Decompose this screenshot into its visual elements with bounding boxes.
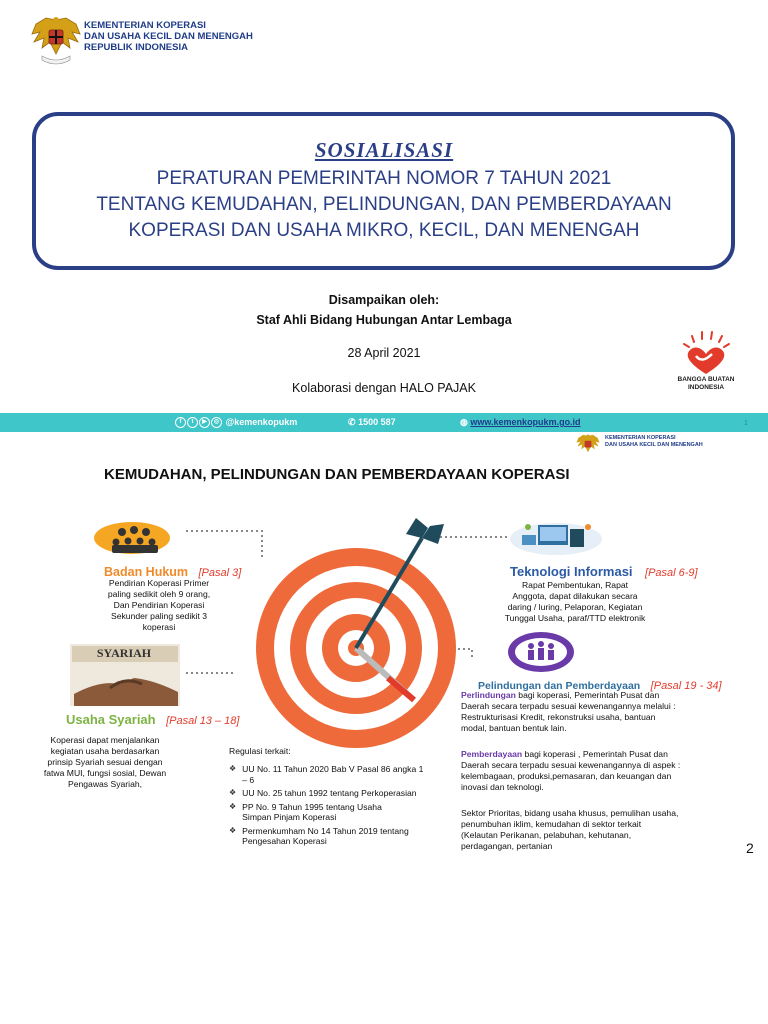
text-line: (Kelautan Perikanan, pelabuhan, kehutanan, [461,830,632,840]
title-line: KOPERASI DAN USAHA MIKRO, KECIL, DAN MENENGAH [128,220,640,241]
teknologi-title: Teknologi Informasi [510,564,633,579]
text-line: PP No. 9 Tahun 1995 tentang Usaha [242,801,382,812]
text-line: modal, bantuan bentuk lain. [461,723,567,733]
syariah-sign-text: SYARIAH [96,646,152,660]
text-line: Restrukturisasi Kredit, rekonstruksi usaha, bantuan [461,712,656,722]
text-line: – 6 [242,774,255,785]
slide-1 [0,0,768,432]
text-line: Anggota, dapat dilakukan secara [512,591,638,601]
text-line: inovasi dan teknologi. [461,782,544,792]
social-handle-text: @kemenkopukm [225,417,298,427]
text-line: Permenkumham No 14 Tahun 2019 tentang [242,825,409,836]
website-text: www.kemenkopukm.go.id [470,417,581,427]
regulasi-heading: Regulasi terkait: [229,746,291,756]
regulasi-item [229,764,459,785]
text-line: kelembagaan, produksi,pemasaran, dan keuangan dan [461,771,672,781]
text-line: daring / luring, Pelaporan, Kegiatan [507,602,643,612]
ministry-line: DAN USAHA KECIL DAN MENENGAH [605,441,703,448]
title-box [32,112,735,270]
text-line: bagi koperasi, Pemerintah Pusat dan [515,690,660,700]
pelindungan-title: Pelindungan dan Pemberdayaan [478,680,641,692]
sektor-prioritas-paragraph [461,808,721,852]
slide-title: KEMUDAHAN, PELINDUNGAN DAN PEMBERDAYAAN KOPERASI [104,466,570,483]
pemberdayaan-paragraph [461,749,721,793]
text-line: paling sedikit oleh 9 orang, [107,589,211,599]
teknologi-pasal: [Pasal 6-9] [645,567,698,579]
badan-hukum-pasal: [Pasal 3] [198,567,242,579]
ministry-header [84,20,253,53]
text-line: Tunggal Usaha, paraf/TTD elektronik [504,613,646,623]
badan-hukum-title: Badan Hukum [104,565,189,579]
text-line: Daerah secara terpadu sesuai kewenangannya di aspek : [461,760,681,770]
text-line: fatwa MUI, fungsi sosial, Dewan [43,768,167,778]
ministry-line: KEMENTERIAN KOPERASI [84,20,206,31]
presenter-name: Staf Ahli Bidang Hubungan Antar Lembaga [256,313,512,327]
presented-by-label: Disampaikan oleh: [328,293,440,307]
pemberdayaan-keyword: Pemberdayaan [461,749,523,759]
teknologi-description [492,580,658,624]
diamond-bullet-icon: ❖ [229,788,237,797]
diamond-bullet-icon: ❖ [229,825,237,835]
teknologi-heading [510,563,698,581]
usaha-syariah-pasal: [Pasal 13 – 18] [166,715,240,727]
text-line: Koperasi dapat menjalankan [50,735,160,745]
text-line: Rapat Pembentukan, Rapat [521,580,629,590]
protection-group-icon [506,630,576,674]
regulasi-item [229,802,459,823]
page-number: 1 [744,420,748,427]
text-line: Pengesahan Koperasi [242,836,327,846]
instagram-icon: ◎ [211,417,222,428]
usaha-syariah-title: Usaha Syariah [66,712,156,727]
website-link[interactable] [460,417,581,428]
perlindungan-keyword: Perlindungan [461,690,516,700]
text-line: bagi koperasi , Pemerintah Pusat dan [522,749,668,759]
text-line: Dan Pendirian Koperasi [113,600,205,610]
bangga-logo-text: BANGGA BUATAN INDONESIA [677,376,735,391]
phone-number[interactable] [348,417,396,428]
usaha-syariah-description [30,735,180,790]
sosialisasi-heading: SOSIALISASI [314,138,454,162]
regulasi-item [229,826,459,847]
diamond-bullet-icon: ❖ [229,764,237,773]
phone-icon: ✆ [348,417,356,427]
title-line: PERATURAN PEMERINTAH NOMOR 7 TAHUN 2021 [156,168,612,189]
text-line: Simpan Pinjam Koperasi [242,812,337,822]
ministry-line: REPUBLIK INDONESIA [84,42,188,53]
globe-icon: ◍ [460,417,468,427]
text-line: Pendirian Koperasi Primer [108,578,210,588]
regulasi-item [229,788,459,799]
text-line: perdagangan, pertanian [461,841,553,851]
text-line: Pengawas Syariah, [67,779,143,789]
text-line: Sektor Prioritas, bidang usaha khusus, pemulihan usaha, [461,808,679,818]
social-handle[interactable] [175,417,297,428]
text-line: UU No. 11 Tahun 2020 Bab V Pasal 86 angka 1 [242,764,424,774]
presentation-date: 28 April 2021 [347,346,421,360]
text-line: UU No. 25 tahun 1992 tentang Perkoperasian [242,788,417,798]
perlindungan-paragraph [461,690,721,734]
people-group-icon [94,518,176,554]
target-dartboard-icon [238,510,482,754]
ministry-line: KEMENTERIAN KOPERASI [605,435,676,441]
ministry-line: DAN USAHA KECIL DAN MENENGAH [84,31,253,42]
text-line: koperasi [142,622,176,632]
facebook-icon: f [175,417,186,428]
collaboration-text: Kolaborasi dengan HALO PAJAK [292,381,476,395]
text-line: Sekunder paling sedikit 3 [110,611,208,621]
usaha-syariah-heading [66,711,239,729]
twitter-icon: t [187,417,198,428]
garuda-emblem-icon [30,14,82,68]
title-line: TENTANG KEMUDAHAN, PELINDUNGAN, DAN PEMBERDAYAAN [96,194,672,215]
phone-text: 1500 587 [358,417,396,427]
diamond-bullet-icon: ❖ [229,801,237,811]
badan-hukum-description [84,578,234,633]
page-number: 2 [746,840,754,856]
text-line: penumbuhan iklim, kemudahan di sektor terkait [461,819,642,829]
regulasi-list [229,764,459,850]
pelindungan-pasal: [Pasal 19 - 34] [650,680,722,692]
text-line: kegiatan usaha berdasarkan [50,746,160,756]
youtube-icon: ▶ [199,417,210,428]
technology-devices-icon [508,517,604,557]
text-line: Daerah secara terpadu sesuai kewenangannya melalui : [461,701,676,711]
text-line: prinsip Syariah sesuai dengan [47,757,163,767]
